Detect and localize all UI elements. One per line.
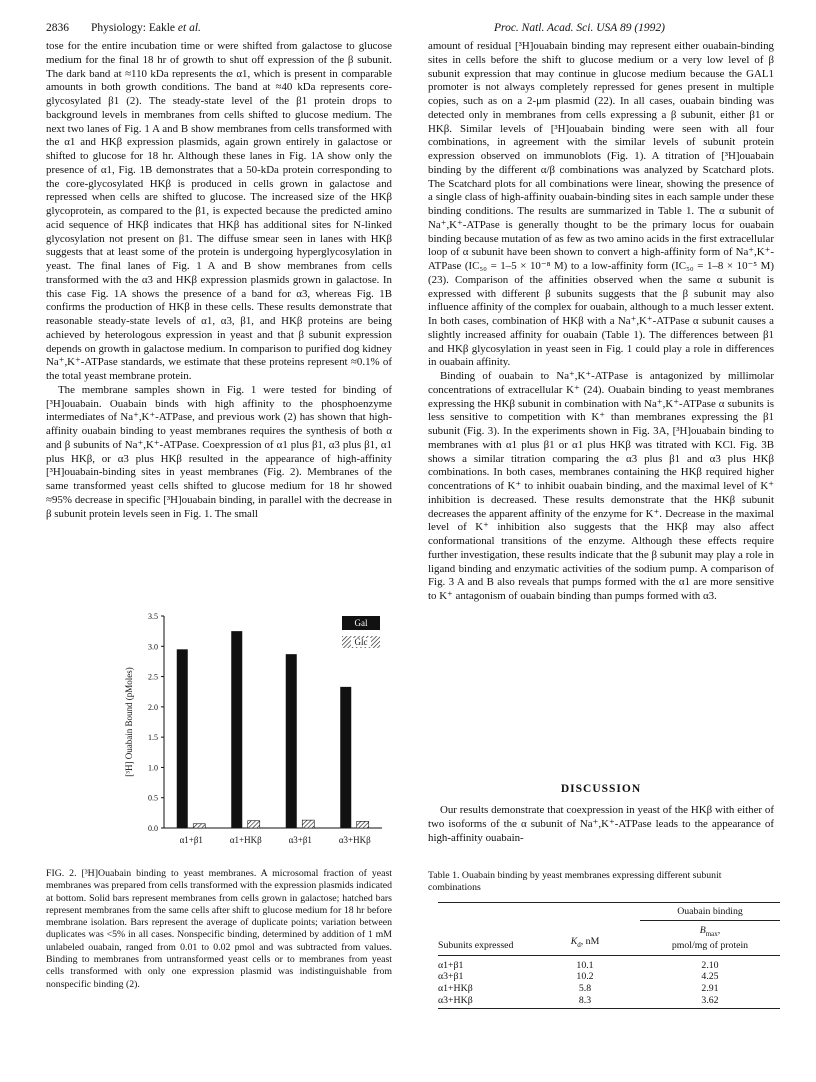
right-column <box>428 40 774 604</box>
table-caption: Table 1. Ouabain binding by yeast membranes expressing different subunit combinations <box>428 870 722 894</box>
table-col-header: $B_{max}$, pmol/mg of protein <box>671 924 749 952</box>
table-col-header: $K_d$, nM <box>570 936 600 950</box>
table-1 <box>438 902 780 1009</box>
x-category-label: α1+HKβ <box>229 835 262 845</box>
x-category-label: α1+β1 <box>179 835 203 845</box>
paragraph: Binding of ouabain to Na⁺,K⁺-ATPase is antagonized by millimolar concentrations of extracellular K⁺ (24). Ouabain binding to yeast membranes expressing the HKβ subunit in combination with Na⁺,K⁺-ATPase α subunits is less sensitive to competition with K⁺ than membranes expressing the β1 subunit (Fig. 3). In the experiments shown in Fig. 3A, [³H]ouabain binding to membranes with α1 plus β1 or α1 plus HKβ was titrated with KCl. Fig. 3B shows a similar titration comparing the α3 plus β1 and α3 plus HKβ combinations. In both cases, membranes containing the HKβ required higher concentrations of K⁺ to inhibit ouabain binding, and the maximal level of K⁺ inhibition is decreased. These results demonstrate that the HKβ subunit decreases the apparent affinity of the enzyme for K⁺. Decrease in the maximal level of K⁺ inhibition also suggests that the HKβ may also affect conformational transitions of the enzyme. Although these effects require further investigation, these results indicate that the β subunit may play a role in ligand binding and enzymatic activities of the sodium pump. A comparison of Fig. 3 A and B also reveals that pumps formed with the α1 are more sensitive to K⁺ antagonism of ouabain binding than pumps formed with α3. <box>428 370 774 602</box>
bar-glc <box>248 821 260 828</box>
bar-gal <box>286 654 297 828</box>
table-col-header: Subunits expressed <box>438 940 514 952</box>
y-tick-label: 3.5 <box>148 612 158 621</box>
y-tick-label: 0.5 <box>148 793 158 803</box>
page-number: 2836 <box>46 22 69 34</box>
table-row: α3+HKβ 8.3 3.62 <box>438 995 780 1009</box>
table-row: α1+β1 10.1 2.10 <box>438 959 719 971</box>
bar-gal <box>231 631 242 828</box>
y-axis-label: [³H] Ouabain Bound (pMoles) <box>124 667 134 777</box>
bar-gal <box>340 687 351 828</box>
x-category-label: α3+β1 <box>288 835 312 845</box>
y-tick-label: 0.0 <box>148 824 158 833</box>
table-row: α1+HKβ 5.8 2.91 <box>438 982 719 994</box>
y-tick-label: 3.0 <box>148 642 158 652</box>
table-row: α3+β1 10.2 4.25 <box>438 971 719 983</box>
figure-caption: FIG. 2. [³H]Ouabain binding to yeast membranes. A microsomal fraction of yeast membranes was prepared from cells transformed with the expression plasmids indicated at bottom. Solid bars represent membranes from cells grown in galactose; hatched bars represent membranes from the same cells after shift to glucose medium for 18 hr before membrane isolation. Bars represent the average of duplicate points; variation between duplicates was <5% in all cases. Nonspecific binding, determined by addition of 1 mM unlabeled ouabain, ranged from 0.01 to 0.02 pmol and was subtracted from values. Binding to membranes from untransformed yeast cells or to membranes from yeast cells transformed with only one expression plasmid was indistinguishable from nonspecific binding (2). <box>46 868 392 990</box>
legend-label-gal: Gal <box>354 618 368 628</box>
y-tick-label: 1.5 <box>148 733 158 743</box>
discussion-heading: DISCUSSION <box>560 783 642 795</box>
legend-label-glc: Glc <box>354 637 368 647</box>
y-tick-label: 1.0 <box>148 763 158 773</box>
bar-chart <box>120 608 390 860</box>
left-column <box>46 40 392 521</box>
section-label: Physiology: Eakle et al. <box>91 22 201 34</box>
y-tick-label: 2.0 <box>148 702 158 712</box>
figure-2-chart <box>120 608 390 865</box>
x-category-label: α3+HKβ <box>338 835 371 845</box>
paragraph: amount of residual [³H]ouabain binding may represent either ouabain-binding sites in cells before the shift to glucose medium or a very low level of β subunit expression that may continue in glucose medium because the GAL1 promoter is not always completely repressed for genes present in multiple copies, such as on a 2-μm plasmid (22). In all cases, ouabain binding was detected only in membranes from cells expressing a β subunit, either β1 or HKβ. Similar levels of [³H]ouabain binding were seen with all four combinations, in agreement with the similar levels of subunit protein expression observed on immunoblots (Fig. 1). A titration of [³H]ouabain binding by the different α/β combinations was analyzed by Scatchard plots. The Scatchard plots for all combinations were linear, showing the presence of a single class of high-affinity ouabain-binding sites in each sample under these binding conditions. The results are summarized in Table 1. The α subunit of Na⁺,K⁺-ATPase is generally thought to be the primary locus for ouabain binding because mutation of as few as two amino acids in the first extracellular loop of α subunit have been shown to convert a high-affinity form of Na⁺,K⁺-ATPase (IC₅₀ = 1–5 × 10⁻⁸ M) to a low-affinity form (IC₅₀ = 1–8 × 10⁻⁵ M) (23). Comparison of the affinities observed when the same α subunit is expressed with different β subunits suggests that the β subunit may also influence affinity of the complex for ouabain, although to a much lesser extent. In both cases, combination of HKβ with a Na⁺,K⁺-ATPase α subunit causes a slightly increased affinity for ouabain (Table 1). The differences between β1 and HKβ glycosylation in yeast seen in Fig. 1 could play a role in differences in ouabain affinity. <box>428 40 774 369</box>
y-tick-label: 2.5 <box>148 672 158 682</box>
bar-glc <box>357 821 369 828</box>
table-group-header: Ouabain binding <box>640 903 780 921</box>
paragraph: The membrane samples shown in Fig. 1 were tested for binding of [³H]ouabain. Ouabain binds with high affinity to the phosphoenzyme intermediates of Na⁺,K⁺-ATPase, and previous work (2) has shown that high-affinity ouabain binding to yeast membranes requires the synthesis of both α and β subunits of Na⁺,K⁺-ATPase. Coexpression of α1 plus β1, α3 plus β1, α1 plus HKβ, or α3 plus HKβ resulted in the appearance of high-affinity [³H]ouabain-binding sites in yeast membranes (Fig. 2). Membranes of the same transformed yeast cells shifted to glucose medium for 18 hr showed ≈95% decrease in specific [³H]ouabain binding, in parallel with the decrease in β subunit protein levels seen in Fig. 1. The small <box>46 383 392 520</box>
bar-gal <box>177 649 188 828</box>
paragraph: tose for the entire incubation time or were shifted from galactose to glucose medium for the final 18 hr of growth to shut off expression of the β subunit. The dark band at ≈110 kDa represents the α1, which is present in comparable amounts in both growth conditions. The band at ≈40 kDa represents core-glycosylated β1 (2). The steady-state level of the β1 protein drops to background levels in membranes from cells shifted to glucose medium. The next two lanes of Fig. 1 A and B show membranes from cells transformed with the α1 and HKβ expression plasmids, again grown entirely in galactose or shifted to glucose for 18 hr. Although these lanes in Fig. 1A show only the presence of α1, Fig. 1B demonstrates that a 50-kDa protein corresponding to the core-glycosylated HKβ is produced in cells grown in galactose and repressed when cells are shifted to glucose. The increased size of the HKβ glycoprotein, as compared to the β1, is expected because the predicted amino acid sequence of HKβ indicates that HKβ has additional sites for N-linked glycosylation not present on β1. The diffuse smear seen in lanes with HKβ suggests that at least some of the protein is undergoing hyperglycosylation in yeast. The final lanes of Fig. 1 A and B show membranes from cells transformed with the α3 and HKβ expression plasmids grown in galactose. In this case Fig. 1A shows the presence of a band for α3, whereas Fig. 1B confirms the production of HKβ in these cells. These results demonstrate that reasonable steady-state levels of α1, α3, β1, and HKβ proteins are being achieved by heterologous expression in yeast and that β subunit expression depends on growth in galactose medium. In comparison to purified dog kidney Na⁺,K⁺-ATPase standards, we estimate that these proteins represent ≈0.1% of the total yeast membrane protein. <box>46 40 392 382</box>
bar-glc <box>193 824 205 828</box>
discussion-text: Our results demonstrate that coexpression in yeast of the HKβ with either of two isoforms of the α subunit of Na⁺,K⁺-ATPase leads to the appearance of high-affinity ouabain- <box>428 804 774 844</box>
bar-glc <box>302 820 314 828</box>
journal-citation: Proc. Natl. Acad. Sci. USA 89 (1992) <box>494 22 665 34</box>
running-header <box>46 22 223 34</box>
